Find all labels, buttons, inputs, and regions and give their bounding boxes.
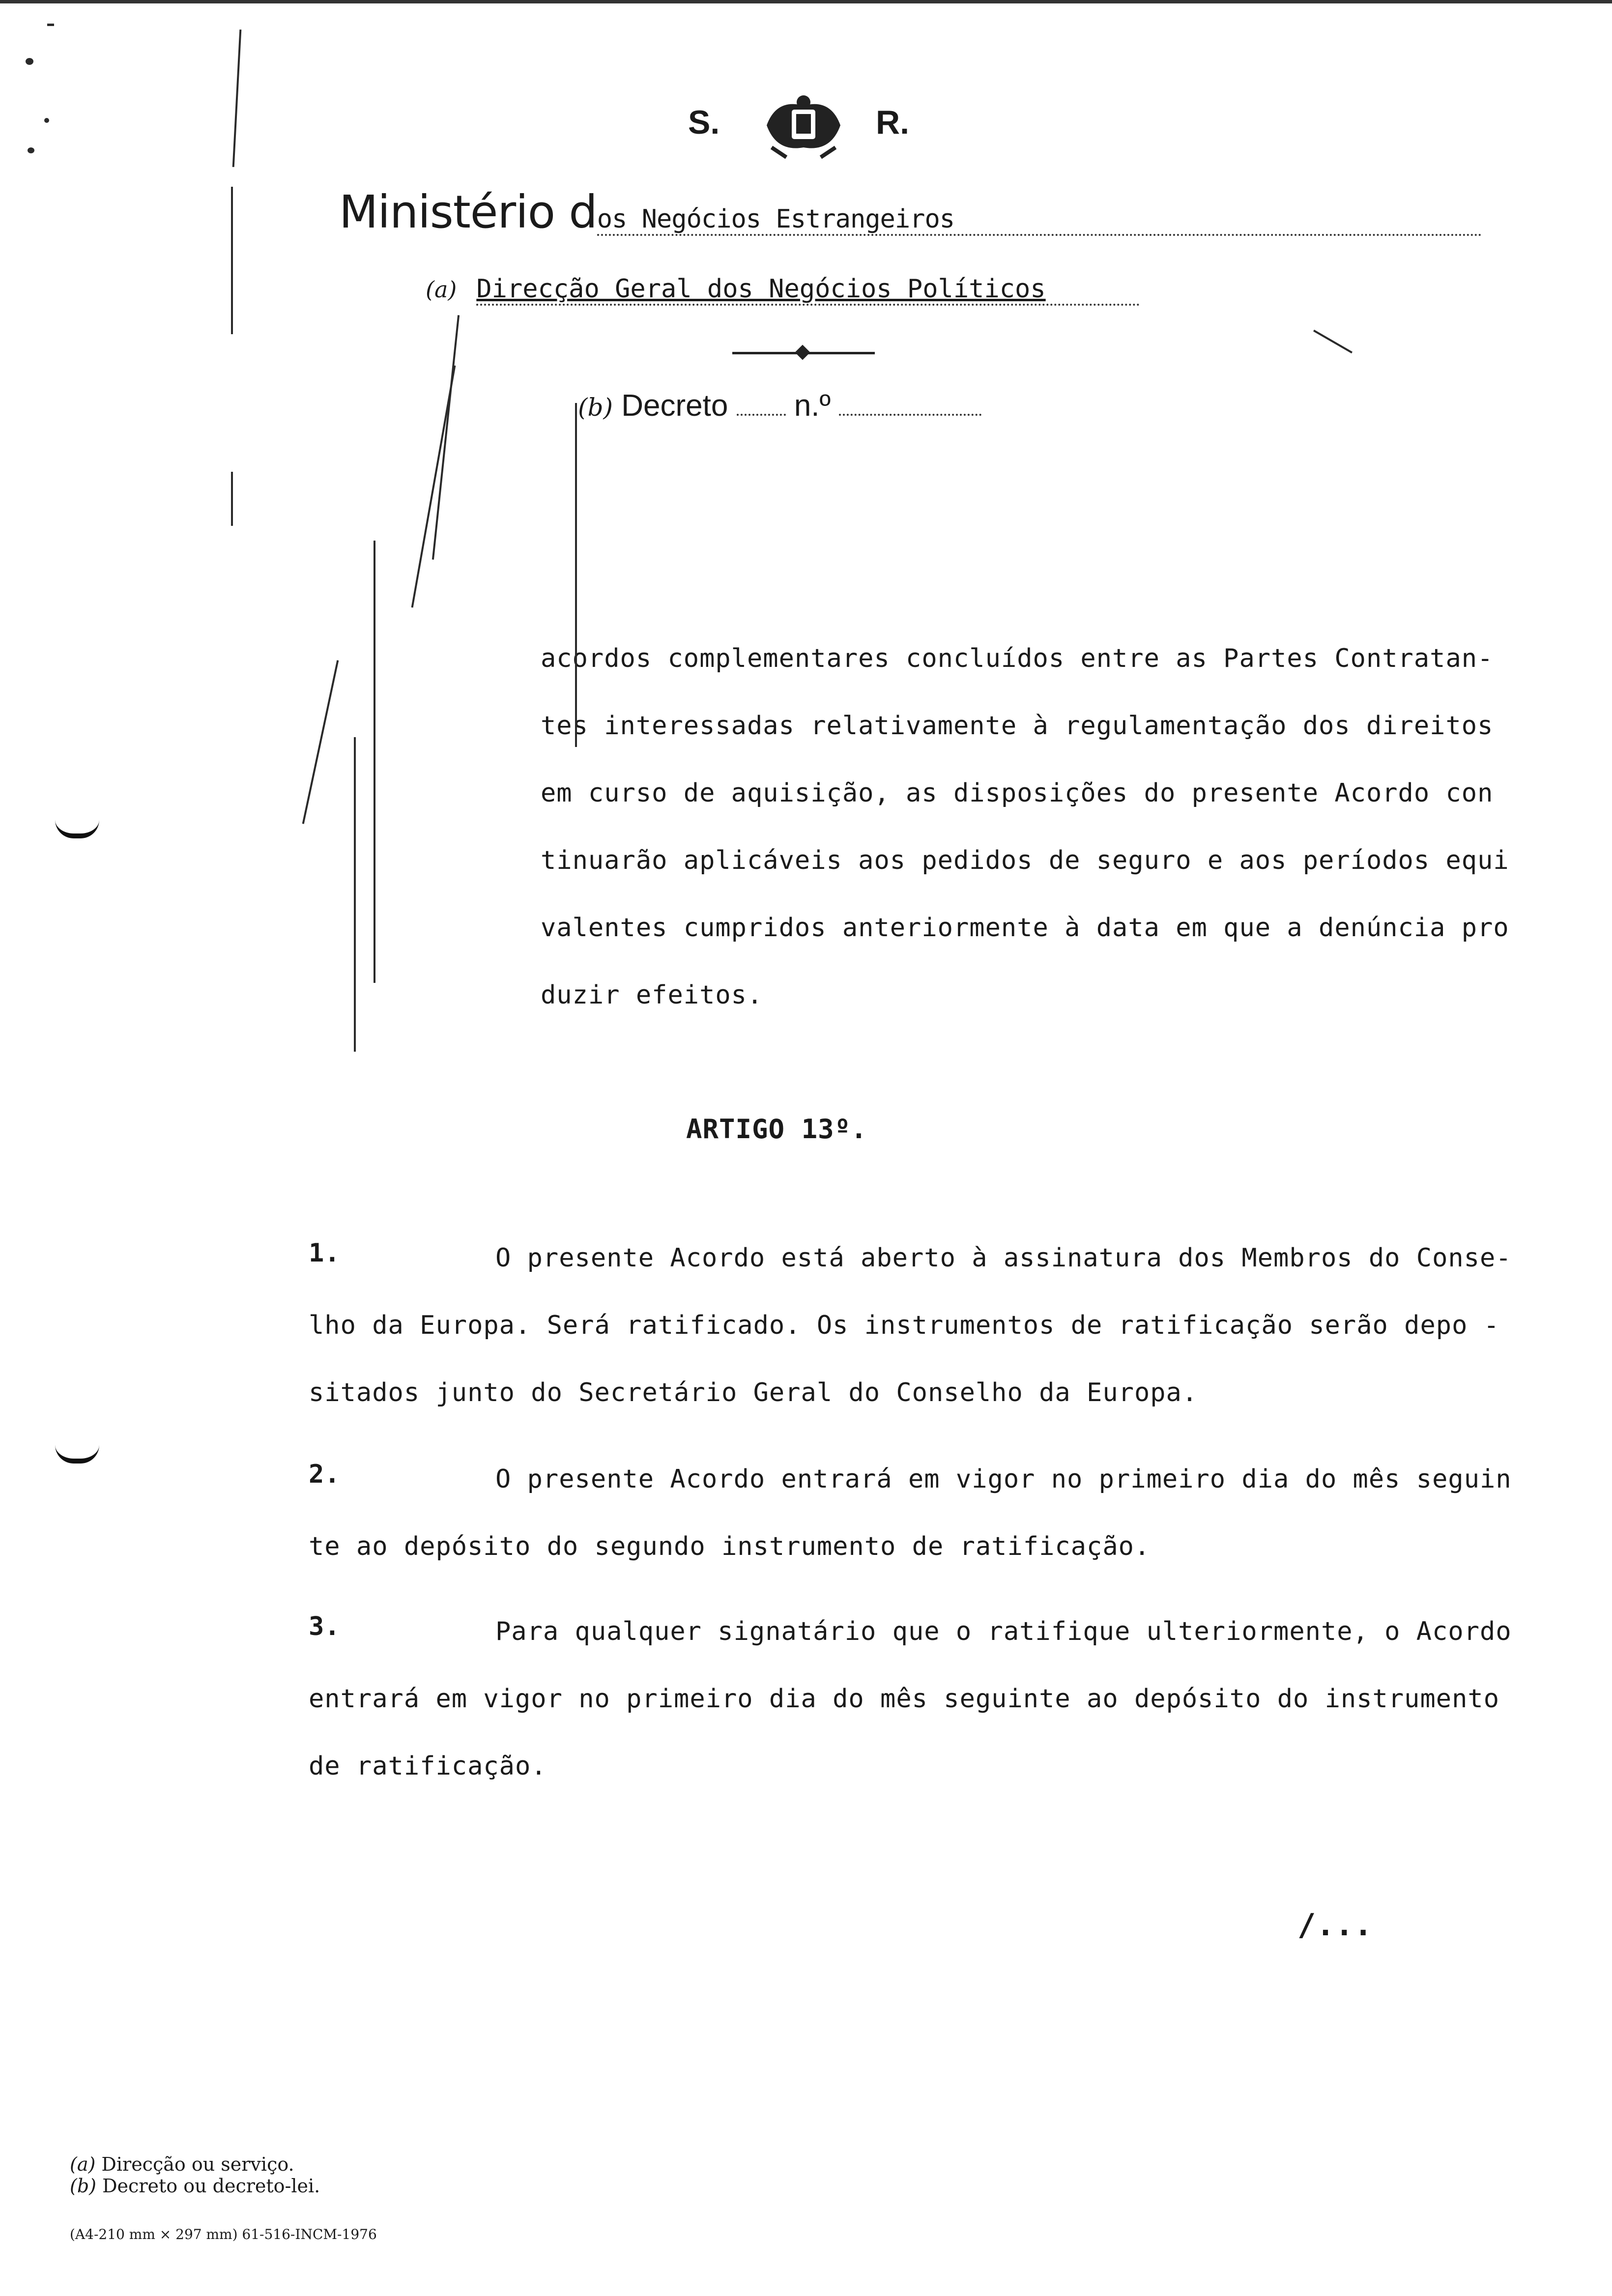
decree-label: (b) [578,393,613,422]
paragraph-line: valentes cumpridos anteriormente à data em que a denúncia pro [541,913,1509,943]
margin-stroke [1313,330,1353,353]
article-item-3 [309,1612,1557,1814]
item-line: entrará em vigor no primeiro dia do mês seguinte ao depósito do instrumento [309,1684,1499,1714]
paragraph-line: tes interessadas relativamente à regulamentação dos direitos [541,711,1494,741]
margin-stroke [302,660,339,824]
paragraph-line: acordos complementares concluídos entre as Partes Contratan- [541,644,1494,673]
margin-stroke [432,315,460,560]
item-line: sitados junto do Secretário Geral do Conselho da Europa. [309,1378,1198,1407]
paragraph-line: duzir efeitos. [541,980,763,1010]
item-line: O presente Acordo entrará em vigor no primeiro dia do mês seguin [495,1464,1512,1494]
footnote-a [70,2153,294,2175]
punch-hole-mark [55,820,99,838]
directorate-line [426,274,1140,306]
scan-speck [44,118,49,123]
decree-number-blank [839,414,981,416]
footnote-a-text: Direcção ou serviço. [101,2153,294,2175]
print-info: (A4-210 mm × 297 mm) 61-516-INCM-1976 [70,2226,377,2242]
footnote-b-label: (b) [70,2175,96,2197]
item-number: 3. [309,1612,341,1641]
footnote-a-label: (a) [70,2153,96,2175]
margin-stroke [575,403,577,747]
item-line: Para qualquer signatário que o ratifique ulteriormente, o Acordo [495,1617,1512,1646]
ministry-line [339,186,1482,238]
scan-speck [47,24,54,26]
article-heading: ARTIGO 13º. [686,1114,867,1145]
margin-stroke [354,737,356,1052]
item-line: O presente Acordo está aberto à assinatura dos Membros do Conse- [495,1243,1512,1273]
margin-stroke [231,472,233,526]
decree-line [578,388,981,423]
article-item-2 [309,1460,1557,1594]
directorate-name: Direcção Geral dos Negócios Políticos [476,274,1140,306]
continuation-mark: /... [1297,1907,1373,1943]
article-item-1 [309,1238,1557,1440]
punch-hole-mark [55,1445,99,1464]
decree-blank [737,414,786,416]
directorate-label: (a) [426,276,457,303]
item-line: te ao depósito do segundo instrumento de ratificação. [309,1532,1151,1561]
item-number: 2. [309,1460,341,1489]
decree-word: Decreto [621,389,728,423]
margin-stroke [231,187,233,334]
ministry-prefix: Ministério d [339,186,597,238]
header-initial-right: R. [876,104,909,141]
decree-number-label: n.º [794,389,831,423]
header-initial-left: S. [688,104,720,141]
body-paragraph [541,639,1553,1043]
coat-of-arms-icon [757,88,850,162]
footnote-b-text: Decreto ou decreto-lei. [102,2175,320,2197]
top-border-line [0,0,1612,3]
scan-speck [26,58,33,65]
margin-stroke [374,541,375,983]
margin-stroke [232,29,242,167]
item-line: lho da Europa. Será ratificado. Os instrumentos de ratificação serão depo - [309,1311,1499,1340]
footnote-b [70,2175,320,2197]
paragraph-line: em curso de aquisição, as disposições do presente Acordo con [541,778,1494,808]
paragraph-line: tinuarão aplicáveis aos pedidos de seguro e aos períodos equi [541,846,1509,875]
item-line: de ratificação. [309,1751,547,1781]
ministry-name: os Negócios Estrangeiros [597,204,1482,236]
margin-stroke [411,365,456,607]
item-number: 1. [309,1238,341,1268]
diamond-ornament-icon [795,344,810,360]
scan-speck [28,147,34,153]
